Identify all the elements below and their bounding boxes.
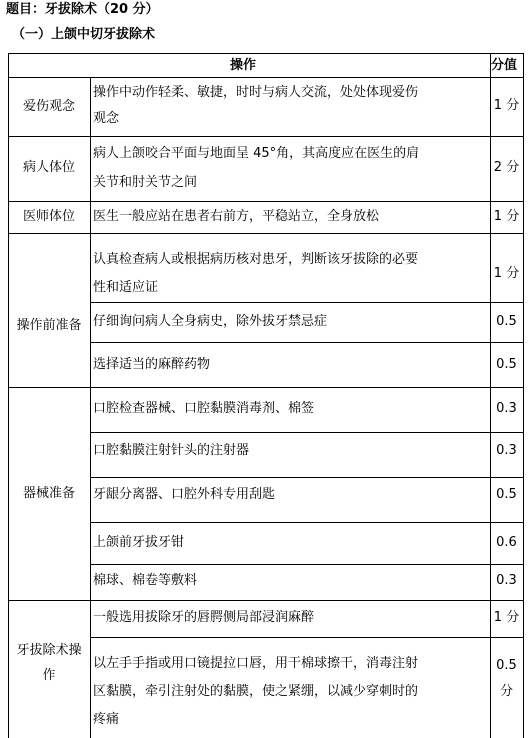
row-divider [90,637,524,638]
column-divider [90,77,91,738]
score-cell: 1 分 [493,98,520,113]
operation-line: 认真检查病人或根据病历核对患牙，判断该牙拔除的必要 [93,252,419,267]
score-cell: 0.3 [496,443,517,458]
row-divider [8,233,524,234]
operation-line: 口腔检查器械、口腔黏膜消毒剂、棉签 [93,401,315,416]
row-divider [8,136,524,137]
category-cell: 器械准备 [22,486,75,501]
operation-line: 性和适应证 [93,280,159,295]
score-cell: 2 分 [493,160,520,175]
row-divider [90,302,524,303]
section-title: （一）上颌中切牙拔除术 [12,27,156,42]
score-cell: 0.5 [496,658,517,673]
category-cell: 操作前准备 [16,318,82,333]
header-score: 分值 [491,58,518,73]
category-cell: 病人体位 [22,160,75,175]
operation-line: 病人上颌咬合平面与地面呈 45°角，其高度应在医生的肩 [93,146,420,161]
operation-line: 关节和肘关节之间 [93,175,198,190]
score-cell: 0.6 [496,535,517,550]
document-title: 题目：牙拔除术（20 分） [6,2,159,17]
operation-line: 牙龈分离器、口腔外科专用刮匙 [93,487,276,502]
score-cell: 0.5 [496,357,517,372]
row-divider [90,477,524,478]
row-divider [8,201,524,202]
category-cell-continued: 作 [42,668,56,683]
score-cell: 0.5 [496,487,517,502]
score-cell-unit: 分 [499,684,513,699]
operation-line: 观念 [93,111,120,126]
operation-line: 仔细询问病人全身病史，除外拔牙禁忌症 [93,314,328,329]
category-cell: 爱伤观念 [22,99,75,114]
category-cell: 牙拔除术操 [16,643,82,658]
operation-line: 医生一般应站在患者右前方，平稳站立，全身放松 [93,209,380,224]
operation-line: 操作中动作轻柔、敏捷，时时与病人交流，处处体现爱伤 [93,85,419,100]
row-divider [8,600,524,601]
row-divider [8,387,524,388]
row-divider [90,522,524,523]
score-cell: 1 分 [493,266,520,281]
table-border-right [523,53,524,738]
operation-line: 口腔黏膜注射针头的注射器 [93,443,250,458]
operation-line: 区黏膜，牵引注射处的黏膜，使之紧绷，以减少穿刺时的 [93,684,419,699]
score-cell: 1 分 [493,610,520,625]
operation-line: 以左手手指或用口镜提拉口唇，用干棉球擦干，消毒注射 [93,656,419,671]
score-cell: 0.3 [496,573,517,588]
header-operation: 操作 [230,58,257,73]
score-cell: 1 分 [493,209,520,224]
operation-line: 一般选用拔除牙的唇腭侧局部浸润麻醉 [93,610,315,625]
operation-line: 疼痛 [93,712,120,727]
category-cell: 医师体位 [22,209,75,224]
header-divider [8,77,524,78]
operation-line: 上颌前牙拔牙钳 [93,535,185,550]
score-cell: 0.5 [496,314,517,329]
operation-line: 选择适当的麻醉药物 [93,357,211,372]
score-cell: 0.3 [496,401,517,416]
row-divider [90,564,524,565]
row-divider [90,342,524,343]
table-border-top [8,53,524,54]
row-divider [90,432,524,433]
operation-line: 棉球、棉卷等敷料 [93,573,198,588]
